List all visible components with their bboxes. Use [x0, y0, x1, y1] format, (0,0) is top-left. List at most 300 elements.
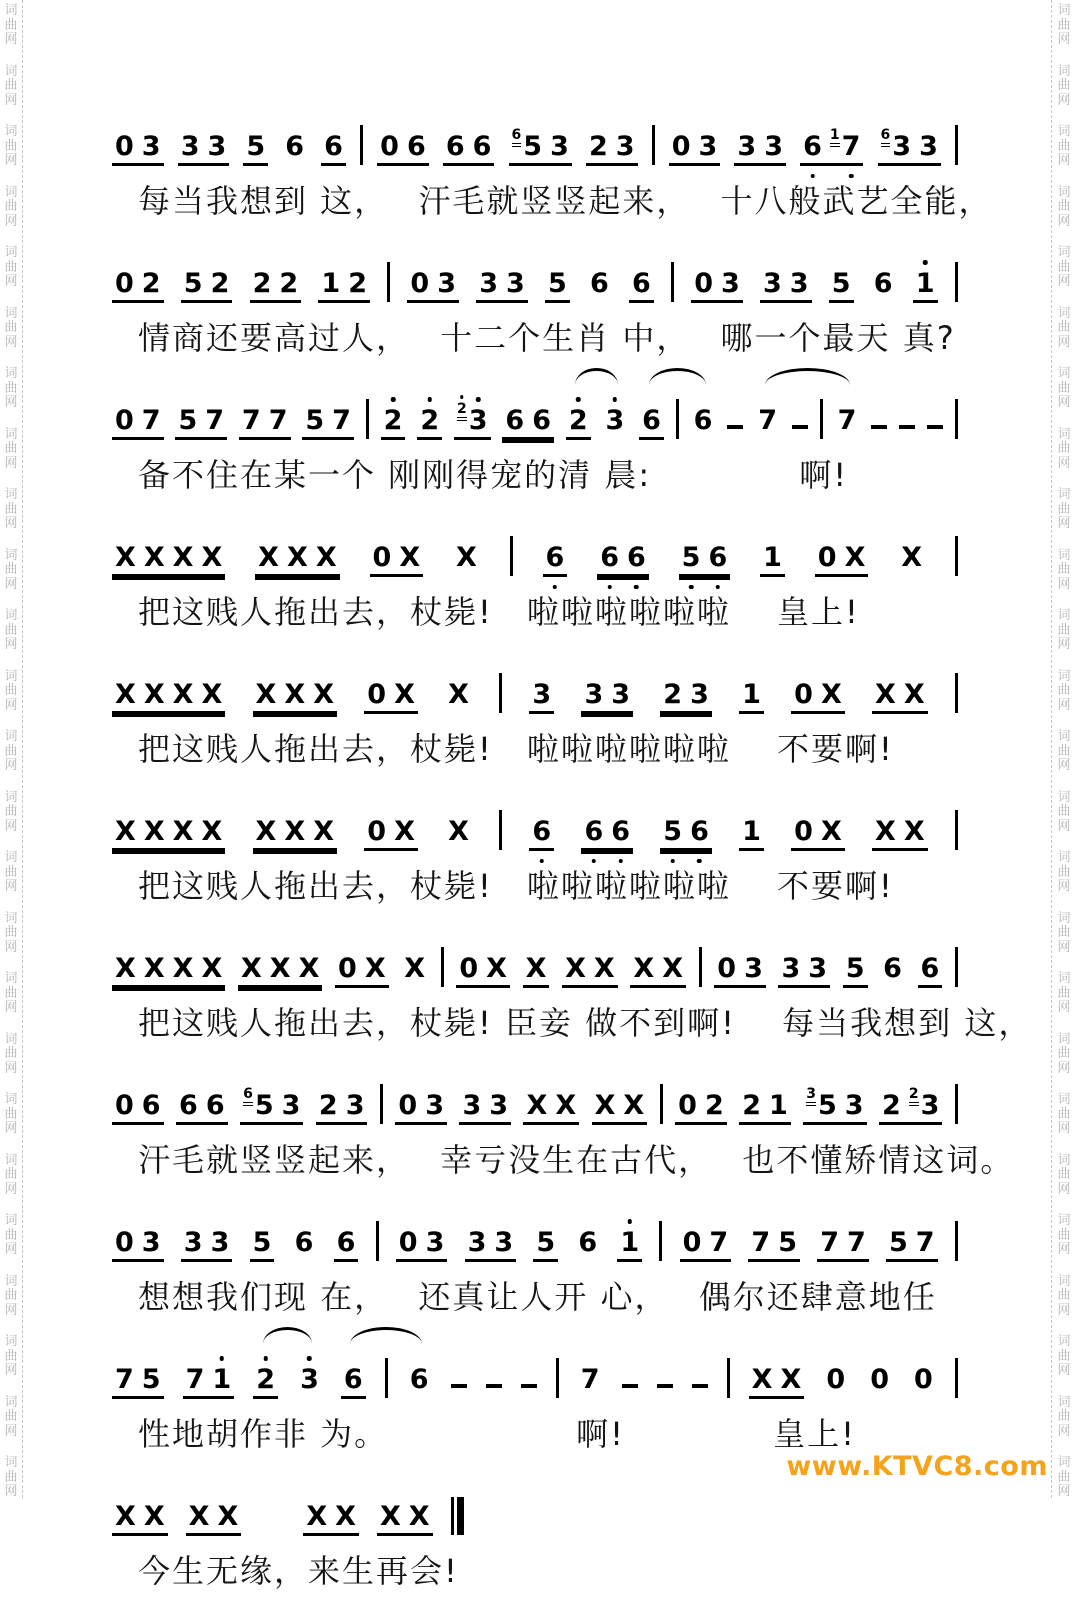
barline — [955, 262, 958, 302]
side-watermark-char: 词 — [4, 305, 18, 321]
side-watermark-char: 曲 — [1057, 199, 1071, 214]
beam-group — [396, 1229, 448, 1262]
barline — [820, 399, 823, 439]
note-token: X — [143, 953, 165, 984]
beam-group — [282, 133, 307, 166]
octave-dot-above — [391, 397, 396, 402]
side-watermark-char: 曲 — [1057, 562, 1071, 577]
note-token: X — [526, 1090, 548, 1121]
beam-group — [377, 1503, 433, 1536]
barline — [499, 810, 502, 850]
duration-dash — [486, 1384, 502, 1388]
side-watermark-char: 曲 — [4, 320, 18, 335]
side-watermark-char: 曲 — [1057, 985, 1071, 1001]
note-token: 2 — [141, 268, 161, 299]
beam-group — [316, 1092, 368, 1125]
note-token: X — [313, 816, 335, 847]
beam-group — [112, 1503, 168, 1536]
note-token: X — [901, 542, 923, 573]
beam-group — [871, 270, 896, 303]
barline — [955, 1084, 958, 1124]
beam-group — [755, 407, 780, 440]
side-watermark-text — [1057, 549, 1070, 593]
note-token: 3 — [300, 1366, 319, 1393]
side-watermark-char: 网 — [1057, 1000, 1071, 1015]
note-token: 2 — [210, 268, 230, 299]
note-token: 5 — [845, 953, 865, 984]
beam-group — [867, 1366, 892, 1399]
beam-group — [370, 544, 424, 577]
side-watermark-char: 曲 — [4, 78, 18, 93]
side-watermark-char: 词 — [1057, 910, 1071, 926]
site-watermark: www.KTVC8.com — [786, 1451, 1048, 1482]
side-watermark-text — [1057, 791, 1070, 835]
note-token: 0 — [682, 1227, 702, 1258]
barline — [441, 947, 444, 987]
beam-group — [581, 818, 633, 851]
side-watermark-text — [1057, 1456, 1070, 1500]
note-token: 6 — [141, 1090, 161, 1121]
side-watermark-char: 词 — [4, 184, 18, 200]
side-watermark-char: 网 — [4, 576, 18, 592]
side-watermark-char: 曲 — [4, 380, 18, 396]
note-token: 3 — [690, 679, 709, 710]
note-token: 6 — [642, 405, 661, 436]
barline — [659, 1221, 662, 1261]
note-token: 3 — [789, 268, 809, 299]
duration-dash — [521, 1384, 537, 1388]
beam-group — [872, 681, 928, 714]
side-watermark-char: 词 — [1057, 426, 1071, 442]
side-watermark-text — [4, 1396, 17, 1440]
barline — [955, 1221, 958, 1261]
note-token: 0 — [380, 131, 399, 162]
beam-group — [529, 681, 554, 714]
note-token: 5 — [252, 1227, 272, 1258]
beam-group — [529, 818, 554, 851]
note-token: 3 — [737, 131, 757, 162]
beam-group — [181, 1229, 233, 1262]
beam-group — [669, 133, 721, 166]
side-watermark-char: 网 — [1057, 1242, 1071, 1257]
score-line — [112, 777, 960, 907]
octave-dot-below — [553, 585, 558, 590]
note-token: 0 — [826, 1364, 846, 1395]
side-watermark-text — [4, 1033, 17, 1077]
note-token: 1 — [321, 268, 341, 299]
note-token: 2 — [420, 407, 439, 434]
note-token: X — [593, 953, 615, 984]
beam-group — [239, 407, 291, 440]
note-token: 5 — [178, 405, 198, 436]
note-token: X — [555, 1090, 577, 1121]
barline — [727, 1358, 730, 1398]
note-token: 1 — [763, 542, 782, 573]
beam-group — [878, 127, 941, 166]
note-token: 2 — [348, 268, 367, 299]
note-token: X — [364, 953, 386, 984]
side-watermark-char: 曲 — [1057, 138, 1071, 154]
side-watermark-char: 网 — [4, 274, 18, 289]
beam-group — [879, 1086, 942, 1125]
note-token: 3 — [720, 268, 740, 299]
beam-group — [760, 270, 812, 303]
side-watermark-text — [4, 1154, 17, 1198]
note-token: X — [172, 816, 194, 847]
note-token: 0 — [717, 953, 737, 984]
beam-group — [186, 1503, 242, 1536]
beam-group — [341, 1366, 366, 1399]
octave-dot-above — [613, 397, 618, 402]
beam-group — [523, 955, 550, 988]
note-token: 3 — [425, 1090, 444, 1121]
beam-group — [749, 1366, 805, 1399]
beam-group — [843, 955, 868, 988]
final-barline-thin — [451, 1497, 454, 1535]
note-token: X — [448, 679, 469, 710]
score-line — [112, 1325, 960, 1455]
beam-group — [292, 1229, 317, 1262]
notation-row — [112, 366, 958, 440]
note-token: 6 — [920, 953, 940, 984]
beam-group — [739, 1092, 791, 1125]
barline — [366, 399, 369, 439]
note-token: X — [201, 816, 223, 847]
lyrics-row: 把这贱人拖出去，杖毙! 啦啦啦啦啦啦 不要啊! — [138, 730, 894, 768]
note-token: 3 — [425, 1227, 445, 1258]
side-watermark-text — [1057, 1335, 1070, 1379]
side-watermark-char: 网 — [1057, 637, 1071, 652]
grace-note: 2 — [457, 402, 467, 421]
note-token: 1 7 — [830, 133, 861, 160]
note-token: 6 — [532, 818, 551, 845]
side-watermark-text — [4, 4, 17, 48]
side-watermark-char: 词 — [1057, 305, 1071, 321]
octave-dot-below — [716, 585, 721, 590]
note-token: 5 — [141, 1364, 161, 1395]
duration-dash — [451, 1384, 467, 1388]
side-watermark-char: 词 — [4, 547, 18, 563]
note-token: 6 — [578, 1227, 598, 1258]
beam-group — [476, 270, 528, 303]
lyrics-row: 今生无缘，来生再会! — [138, 1552, 459, 1590]
beam-group — [630, 955, 686, 988]
note-token: X — [115, 542, 136, 573]
side-watermark-text — [1057, 246, 1070, 290]
note-token: X — [284, 679, 306, 710]
barline — [499, 673, 502, 713]
note-token: X — [875, 679, 896, 710]
side-watermark-char: 曲 — [4, 1288, 18, 1303]
note-token: X — [143, 816, 165, 847]
side-watermark-char: 网 — [1057, 1302, 1071, 1318]
barline — [652, 125, 655, 165]
side-watermark-char: 网 — [1057, 1423, 1071, 1439]
side-watermark-char: 词 — [4, 3, 18, 18]
note-token: 3 — [467, 1227, 487, 1258]
side-watermark-char: 网 — [4, 1484, 18, 1499]
beam-group — [823, 1366, 848, 1399]
note-token: X — [115, 679, 136, 710]
note-token: 5 — [682, 544, 701, 571]
note-token: 3 — [698, 131, 718, 162]
beam-group — [748, 1229, 800, 1262]
note-token: 6 — [445, 131, 465, 162]
notation-row — [112, 503, 958, 577]
note-token: X — [315, 542, 337, 573]
side-watermark-char: 曲 — [1057, 743, 1071, 759]
note-token: 0 — [870, 1364, 889, 1395]
note-token: 6 — [532, 405, 551, 436]
note-token: 7 — [751, 1227, 771, 1258]
note-token: X — [903, 679, 925, 710]
note-token: 5 — [547, 268, 567, 299]
beam-group — [603, 407, 628, 440]
barline — [955, 1358, 958, 1398]
note-token: X — [486, 953, 507, 984]
note-token: 7 — [758, 405, 777, 436]
note-token: 6 — [294, 1227, 314, 1258]
side-watermark-char: 曲 — [1057, 441, 1071, 456]
side-watermark-char: 词 — [4, 971, 18, 986]
notation-row — [112, 640, 958, 714]
beam-group — [592, 1092, 648, 1125]
side-watermark-char: 网 — [1057, 1121, 1071, 1136]
side-watermark-char: 曲 — [4, 622, 18, 638]
note-token: 2 — [318, 1090, 338, 1121]
beam-group — [691, 270, 743, 303]
side-watermark-char: 曲 — [4, 1046, 18, 1061]
note-token: X — [172, 953, 194, 984]
grace-note: 6 — [512, 128, 522, 147]
side-watermark-text — [1057, 186, 1070, 230]
left-dashed-border — [22, 0, 23, 1498]
note-token: 6 — [285, 131, 305, 162]
octave-dot-above — [427, 397, 432, 402]
beam-group — [581, 681, 633, 714]
side-watermark-char: 曲 — [4, 1409, 18, 1424]
side-watermark-char: 词 — [1057, 971, 1071, 986]
beam-group — [739, 818, 764, 851]
side-watermark-char: 曲 — [1057, 259, 1071, 275]
side-watermark-char: 曲 — [4, 1106, 18, 1122]
beam-group — [578, 1366, 603, 1399]
side-watermark-char: 网 — [4, 455, 18, 471]
side-watermark-text — [1057, 307, 1070, 351]
side-watermark-char: 网 — [4, 939, 18, 955]
lyrics-row: 每当我想到 这， 汗毛就竖竖起来， 十八般武艺全能， — [138, 182, 993, 220]
lyrics-row: 把这贱人拖出去，杖毙! 臣妾 做不到啊! 每当我想到 这， — [138, 1004, 1033, 1042]
note-token: X — [172, 542, 194, 573]
beam-group — [791, 681, 845, 714]
beam-group — [911, 1366, 936, 1399]
side-watermark-text — [4, 912, 17, 956]
note-token: 2 3 — [908, 1086, 940, 1121]
beam-group — [829, 270, 854, 303]
note-token: 0 — [794, 679, 813, 710]
beam-group — [238, 955, 322, 988]
beam-group — [240, 1086, 303, 1125]
note-token: X — [115, 953, 136, 984]
note-token: X — [335, 1501, 356, 1532]
beam-group — [680, 1229, 732, 1262]
note-token: 3 — [584, 679, 604, 710]
notation-row — [112, 777, 958, 851]
notation-row — [112, 1325, 958, 1399]
beam-group — [112, 270, 164, 303]
side-watermark-char: 网 — [4, 1060, 18, 1076]
side-watermark-char: 网 — [1057, 395, 1071, 410]
side-watermark-text — [4, 1093, 17, 1137]
side-watermark-char: 网 — [4, 1121, 18, 1136]
note-token: X — [751, 1364, 773, 1395]
beam-group — [377, 133, 429, 166]
final-barline — [451, 1497, 464, 1535]
note-token: 0 — [115, 268, 134, 299]
note-token: X — [875, 816, 896, 847]
note-token: 2 — [569, 407, 588, 434]
note-token: X — [255, 816, 277, 847]
barline — [360, 125, 363, 165]
note-token: 5 — [663, 818, 682, 845]
side-watermark-text — [4, 186, 17, 230]
left-side-watermark-column — [2, 4, 20, 1517]
beam-group — [253, 681, 337, 714]
note-token: 0 — [694, 268, 713, 299]
beam-group — [445, 681, 472, 714]
side-watermark-char: 词 — [1057, 1213, 1071, 1228]
note-token: 0 — [678, 1090, 697, 1121]
note-token: 0 — [115, 1227, 134, 1258]
side-watermark-text — [1057, 730, 1070, 774]
beam-group — [335, 955, 389, 988]
octave-dot-below — [810, 174, 815, 179]
slur-tie-arc — [649, 368, 706, 385]
beam-group — [675, 1092, 727, 1125]
beam-group — [112, 1092, 164, 1125]
note-token: X — [456, 542, 477, 573]
octave-dot-above — [460, 395, 464, 399]
note-token: X — [820, 679, 842, 710]
side-watermark-char: 曲 — [4, 1167, 18, 1182]
octave-dot-above — [263, 1356, 268, 1361]
note-token: 6 — [406, 131, 426, 162]
note-token: 6 — [611, 818, 630, 845]
note-token: 0 — [367, 679, 387, 710]
beam-group — [545, 270, 570, 303]
note-token: X — [623, 1090, 645, 1121]
beam-group — [913, 270, 938, 303]
note-token: 7 — [268, 405, 288, 436]
beam-group — [886, 1229, 938, 1262]
note-token: X — [143, 679, 165, 710]
note-token: 3 — [744, 953, 763, 984]
note-token: 2 — [588, 131, 608, 162]
note-token: X — [217, 1501, 239, 1532]
side-watermark-text — [1057, 1214, 1070, 1258]
note-token: 0 — [115, 405, 134, 436]
note-token: 6 — [324, 131, 343, 162]
side-watermark-char: 曲 — [1057, 78, 1071, 93]
side-watermark-text — [1057, 972, 1070, 1016]
note-token: 1 — [916, 270, 935, 297]
note-token: 3 — [141, 131, 161, 162]
side-watermark-char: 词 — [1057, 668, 1071, 684]
note-token: 6 5 — [511, 127, 543, 162]
barline — [955, 536, 958, 576]
beam-group — [381, 407, 406, 440]
beam-group — [872, 818, 928, 851]
beam-group — [407, 1366, 432, 1399]
octave-dot-below — [689, 585, 694, 590]
note-token: X — [255, 679, 277, 710]
score-sheet — [112, 92, 1033, 1599]
beam-group — [445, 818, 472, 851]
beam-group — [250, 270, 302, 303]
note-token: X — [201, 542, 223, 573]
note-token: X — [525, 953, 547, 984]
note-token: X — [240, 953, 262, 984]
note-token: 0 — [115, 131, 134, 162]
barline — [955, 947, 958, 987]
beam-group — [533, 1229, 558, 1262]
side-watermark-char: 曲 — [4, 199, 18, 214]
side-watermark-char: 网 — [4, 1000, 18, 1015]
side-watermark-char: 词 — [4, 366, 18, 381]
beam-group — [815, 544, 869, 577]
side-watermark-char: 网 — [4, 818, 18, 834]
side-watermark-char: 词 — [1057, 3, 1071, 18]
note-token: 3 — [611, 679, 631, 710]
side-watermark-char: 词 — [1057, 487, 1071, 502]
beam-group — [112, 1229, 164, 1262]
note-token: X — [143, 1501, 165, 1532]
beam-group — [112, 133, 164, 166]
side-watermark-char: 词 — [4, 1092, 18, 1107]
note-token: X — [408, 1501, 430, 1532]
note-token: 3 — [345, 1090, 365, 1121]
side-watermark-char: 曲 — [4, 441, 18, 456]
side-watermark-char: 网 — [4, 879, 18, 894]
note-token: 3 — [762, 268, 782, 299]
side-watermark-char: 词 — [1057, 124, 1071, 139]
side-watermark-char: 曲 — [4, 138, 18, 154]
side-watermark-char: 曲 — [1057, 683, 1071, 698]
side-watermark-char: 网 — [1057, 818, 1071, 834]
note-token: 7 — [846, 1227, 866, 1258]
note-token: X — [448, 816, 469, 847]
note-token: 7 — [837, 405, 857, 436]
beam-group — [112, 818, 225, 851]
right-side-watermark-column — [1055, 4, 1073, 1517]
side-watermark-char: 网 — [4, 213, 18, 229]
side-watermark-char: 网 — [1057, 274, 1071, 289]
note-token: 3 — [141, 1227, 161, 1258]
side-watermark-text — [1057, 1093, 1070, 1137]
side-watermark-char: 词 — [4, 426, 18, 442]
duration-dash — [622, 1384, 638, 1388]
note-token: 2 — [663, 679, 683, 710]
side-watermark-char: 曲 — [1057, 1046, 1071, 1061]
duration-dash — [657, 1384, 673, 1388]
lyrics-row: 汗毛就竖竖起来， 幸亏没生在古代， 也不懂矫情这词。 — [138, 1141, 1015, 1179]
note-token: 6 — [693, 405, 713, 436]
side-watermark-text — [1057, 1396, 1070, 1440]
side-watermark-char: 曲 — [4, 1227, 18, 1243]
octave-dot-below — [592, 859, 597, 864]
side-watermark-text — [1057, 367, 1070, 411]
side-watermark-char: 网 — [1057, 516, 1071, 531]
